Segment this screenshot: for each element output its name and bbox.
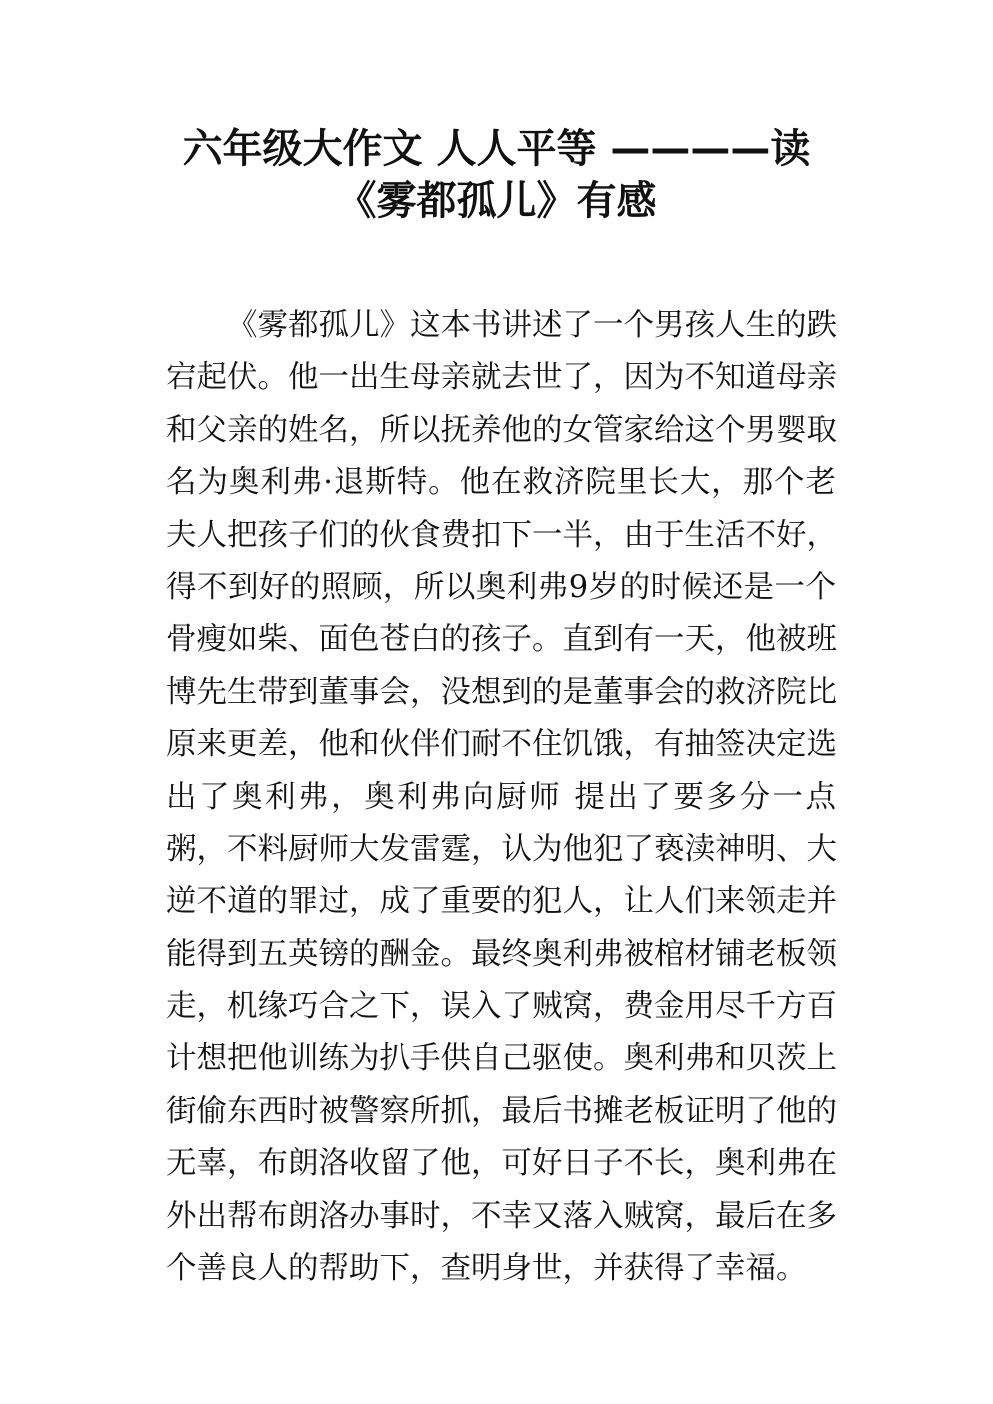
body-paragraph xyxy=(166,300,836,1295)
paragraph-line: 走，机缘巧合之下，误入了贼窝，费金用尽千方百 xyxy=(166,989,837,1025)
paragraph-line: 名为奥利弗·退斯特。他在救济院里长大，那个老 xyxy=(166,465,836,501)
paragraph-line: 街偷东西时被警察所抓，最后书摊老板证明了他的 xyxy=(166,1093,837,1129)
title-line-1: 六年级大作文 人人平等 ————读 xyxy=(182,126,811,172)
paragraph-line: 宕起伏。他一出生母亲就去世了，因为不知道母亲 xyxy=(166,360,837,396)
paragraph-line: 和父亲的姓名，所以抚养他的女管家给这个男婴取 xyxy=(166,412,837,448)
paragraph-line: 夫人把孩子们的伙食费扣下一半，由于生活不好， xyxy=(166,517,837,553)
paragraph-line: 骨瘦如柴、面色苍白的孩子。直到有一天，他被班 xyxy=(166,622,837,658)
paragraph-line: 粥，不料厨师大发雷霆，认为他犯了亵渎神明、大 xyxy=(166,831,837,867)
paragraph-line: 计想把他训练为扒手供自己驱使。奥利弗和贝茨上 xyxy=(166,1041,837,1077)
paragraph-line: 博先生带到董事会，没想到的是董事会的救济院比 xyxy=(166,674,837,710)
paragraph-line: 能得到五英镑的酬金。最终奥利弗被棺材铺老板领 xyxy=(166,936,837,972)
paragraph-line: 原来更差，他和伙伴们耐不住饥饿，有抽签决定选 xyxy=(166,727,837,763)
title-line-2: 《雾都孤儿》有感 xyxy=(336,178,657,224)
paragraph-line: 个善良人的帮助下，查明身世，并获得了幸福。 xyxy=(166,1251,807,1287)
paragraph-line: 外出帮布朗洛办事时，不幸又落入贼窝，最后在多 xyxy=(166,1198,837,1234)
paragraph-line: 逆不道的罪过，成了重要的犯人，让人们来领走并 xyxy=(166,884,837,920)
paragraph-line: 无辜，布朗洛收留了他，可好日子不长，奥利弗在 xyxy=(166,1146,837,1182)
paragraph-line: 出了奥利弗，奥利弗向厨师 提出了要多分一点 xyxy=(166,779,836,815)
paragraph-line: 得不到好的照顾，所以奥利弗9岁的时候还是一个 xyxy=(166,569,836,605)
paragraph-line: 《雾都孤儿》这本书讲述了一个男孩人生的跌 xyxy=(227,308,837,343)
